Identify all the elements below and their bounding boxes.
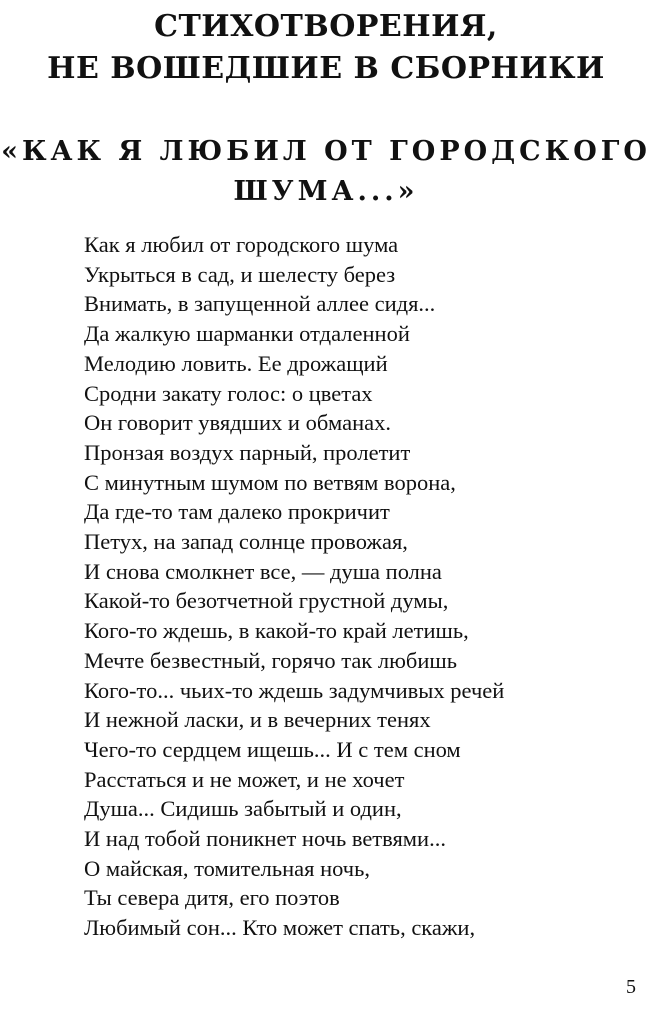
poem-line: Душа... Сидишь забытый и один,: [84, 796, 402, 822]
poem-line: Ты севера дитя, его поэтов: [84, 885, 340, 911]
poem-line: Да где-то там далеко прокричит: [84, 499, 390, 525]
poem-line: И нежной ласки, и в вечерних тенях: [84, 707, 431, 733]
poem-line: Чего-то сердцем ищешь... И с тем сном: [84, 736, 461, 762]
poem-line: С минутным шумом по ветвям ворона,: [84, 469, 456, 495]
poem-line: Внимать, в запущенной аллее сидя...: [84, 291, 436, 317]
poem-line: Мелодию ловить. Ее дрожащий: [84, 350, 388, 376]
poem-line: Как я любил от городского шума: [84, 232, 399, 257]
poem-line: Мечте безвестный, горячо так любишь: [84, 647, 457, 673]
poem-line: Расстаться и не может, и не хочет: [84, 766, 405, 792]
section-title-line-1: СТИХОТВОРЕНИЯ,: [154, 9, 498, 44]
poem-line: Кого-то... чьих-то ждешь задумчивых речей: [84, 677, 505, 703]
poem-line: Укрыться в сад, и шелесту берез: [84, 261, 396, 287]
poem-text: [84, 230, 604, 943]
poem-title-line-2: ШУМА...»: [233, 176, 419, 207]
poem-line: И снова смолкнет все, — душа полна: [84, 558, 442, 584]
poem-line: О майская, томительная ночь,: [84, 855, 371, 881]
poem-line: Пронзая воздух парный, пролетит: [84, 439, 411, 465]
poem-line: Да жалкую шарманки отдаленной: [84, 321, 410, 347]
poem-line: И над тобой поникнет ночь ветвями...: [84, 826, 446, 852]
poem-line: Петух, на запад солнце провожая,: [84, 529, 408, 555]
poem-line: Любимый сон... Кто может спать, скажи,: [84, 915, 476, 941]
poem-title-line-1: «КАК Я ЛЮБИЛ ОТ ГОРОДСКОГО: [1, 136, 651, 167]
section-title-line-2: НЕ ВОШЕДШИЕ В СБОРНИКИ: [47, 51, 605, 86]
poem-title: [0, 132, 652, 212]
poem-line: Он говорит увядших и обманах.: [84, 410, 392, 436]
page-number: 5: [626, 976, 636, 998]
poem-line: Сродни закату голос: о цветах: [84, 380, 373, 406]
poem-line: Кого-то ждешь, в какой-то край летишь,: [84, 618, 469, 644]
poem-line: Какой-то безотчетной грустной думы,: [84, 588, 449, 614]
section-title: [0, 6, 652, 90]
